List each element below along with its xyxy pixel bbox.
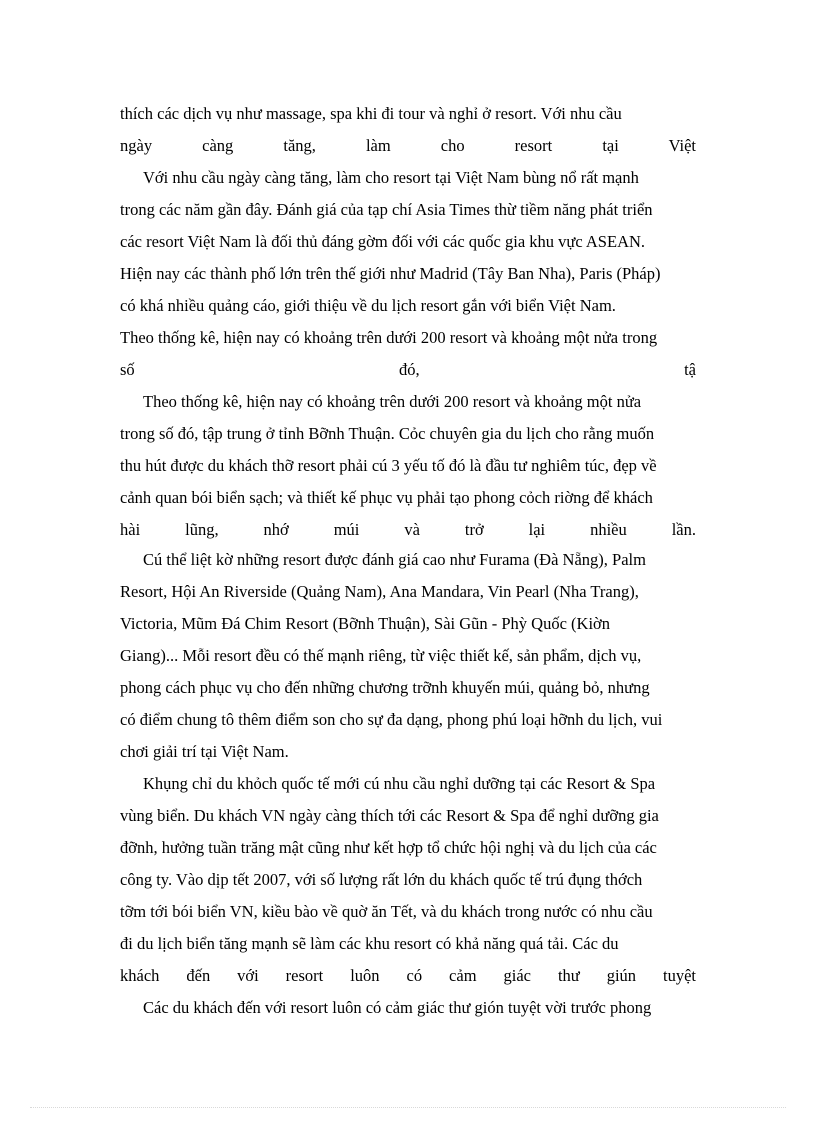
text-line: trong các năm gần đây. Đánh giá của tạp chí Asia Times thừ tiềm năng phát triển xyxy=(120,200,653,219)
text-line: có điểm chung tô thêm điểm son cho sự đa dạng, phong phú loại hỡnh du lịch, vui xyxy=(120,710,663,729)
text-line: Hiện nay các thành phố lớn trên thế giới như Madrid (Tây Ban Nha), Paris (Pháp) xyxy=(120,264,661,283)
text-line: Victoria, Mũm Đá Chim Resort (Bỡnh Thuận), Sài Gũn - Phỳ Quốc (Kiờn xyxy=(120,614,611,633)
text-line: các resort Việt Nam là đối thủ đáng gờm đối với các quốc gia khu vực ASEAN. xyxy=(120,232,646,251)
text-line: vùng biển. Du khách VN ngày càng thích tới các Resort & Spa để nghỉ dưỡng gia xyxy=(120,806,659,825)
text-line: đi du lịch biển tăng mạnh sẽ làm các khu resort có khả năng quá tải. Các du xyxy=(120,934,619,953)
text-line: hài lũng, nhớ múi và trở lại nhiều lần. xyxy=(120,520,696,539)
text-line: Khụng chỉ du khỏch quốc tế mới cú nhu cầu nghỉ dưỡng tại các Resort & Spa xyxy=(143,774,656,793)
text-line: Các du khách đến với resort luôn có cảm giác thư gión tuyệt vời trước phong xyxy=(143,998,652,1017)
text-line: có khá nhiều quảng cáo, giới thiệu về du lịch resort gắn với biển Việt Nam. xyxy=(120,296,616,315)
page-bottom-divider xyxy=(30,1107,786,1108)
text-line: thu hút được du khách thỡ resort phải cú 3 yếu tố đó là đầu tư nghiêm túc, đẹp về xyxy=(120,456,657,475)
text-line: Theo thống kê, hiện nay có khoảng trên dưới 200 resort và khoảng một nửa trong xyxy=(120,328,658,347)
text-line: công ty. Vào dịp tết 2007, với số lượng rất lớn du khách quốc tế trú đụng thớch xyxy=(120,870,643,889)
text-line: chơi giải trí tại Việt Nam. xyxy=(120,742,289,761)
text-line: Cú thể liệt kờ những resort được đánh giá cao như Furama (Đà Nẵng), Palm xyxy=(143,550,646,569)
text-line: khách đến với resort luôn có cảm giác thư giún tuyệt xyxy=(120,966,696,985)
text-line: đỡnh, hưởng tuần trăng mật cũng như kết hợp tổ chức hội nghị và du lịch của các xyxy=(120,838,657,857)
text-line: số đó, tậ xyxy=(120,360,696,379)
text-line: phong cách phục vụ cho đến những chương trỡnh khuyến múi, quảng bỏ, nhưng xyxy=(120,678,650,697)
text-line: Giang)... Mỗi resort đều có thế mạnh riêng, từ việc thiết kế, sản phẩm, dịch vụ, xyxy=(120,646,642,665)
text-line: cảnh quan bói biển sạch; và thiết kế phục vụ phải tạo phong cỏch riờng để khách xyxy=(120,488,653,507)
text-line: Resort, Hội An Riverside (Quảng Nam), Ana Mandara, Vin Pearl (Nha Trang), xyxy=(120,582,639,601)
text-line: Theo thống kê, hiện nay có khoảng trên dưới 200 resort và khoảng một nửa xyxy=(143,392,642,411)
text-line: thích các dịch vụ như massage, spa khi đi tour và nghỉ ở resort. Với nhu cầu xyxy=(120,104,622,123)
text-line: ngày càng tăng, làm cho resort tại Việt xyxy=(120,136,696,155)
text-line: Với nhu cầu ngày càng tăng, làm cho resort tại Việt Nam bùng nổ rất mạnh xyxy=(143,168,639,187)
text-line: trong số đó, tập trung ở tỉnh Bỡnh Thuận. Cỏc chuyên gia du lịch cho rằng muốn xyxy=(120,424,655,443)
text-line: tỡm tới bói biển VN, kiều bào về quờ ăn Tết, và du khách trong nước có nhu cầu xyxy=(120,902,653,921)
